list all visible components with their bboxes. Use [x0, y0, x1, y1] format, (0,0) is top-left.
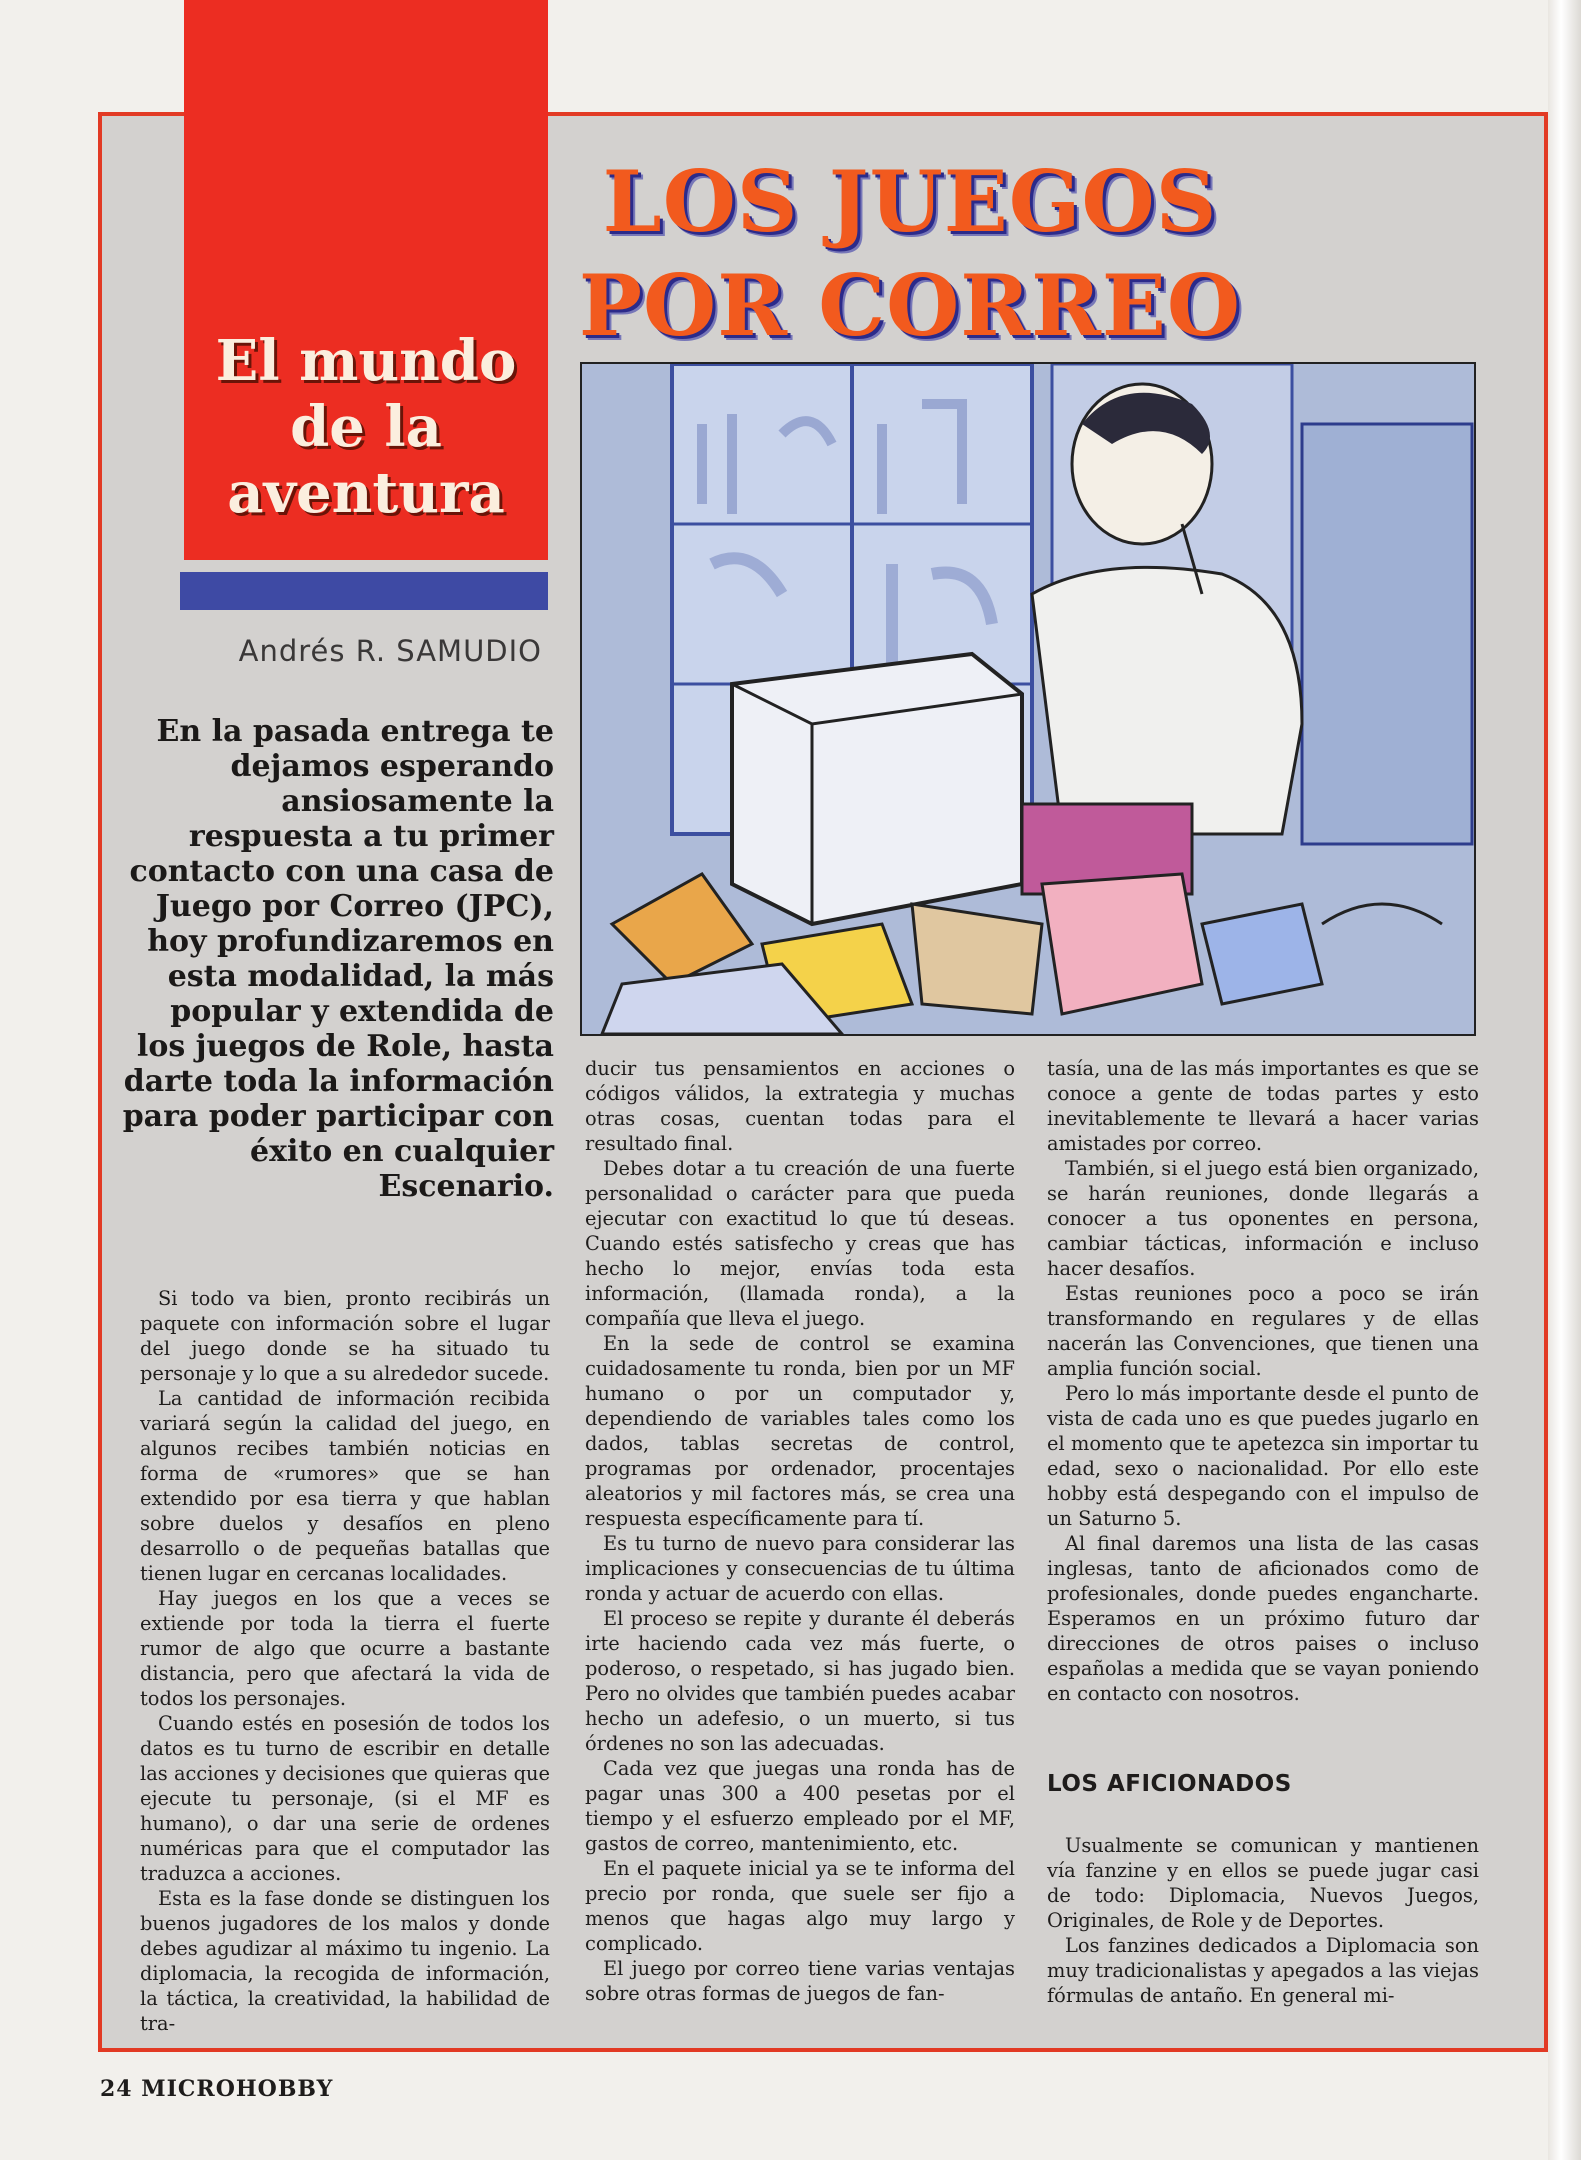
- illustration: [580, 362, 1476, 1036]
- intro-paragraph: En la pasada entrega te dejamos esperando ansiosamente la respuesta a tu primer contacto con una casa de Juego por Correo (JPC), hoy profundizaremos en esta modalidad, la más popular y extendida de los juegos de Role, hasta darte toda la información para poder participar con éxito en cualquier Escenario.: [122, 714, 554, 1204]
- section-title: El mundo de la aventura: [215, 328, 517, 526]
- paragraph: Debes dotar a tu creación de una fuerte personalidad o carácter para que pueda ejecutar con exactitud lo que tú deseas. Cuando estés satisfecho y creas que has hecho lo mejor, envías toda esta información, (llamada ronda), a la compañía que lleva el juego.: [585, 1157, 1015, 1330]
- paragraph: Cuando estés en posesión de todos los datos es tu turno de escribir en detalle las acciones y decisiones que quieras que ejecute tu personaje, (si el MF es humano), o dar una serie de ordenes numéricas para que el computador las traduzca a acciones.: [140, 1712, 550, 1885]
- paragraph: Hay juegos en los que a veces se extiende por toda la tierra el fuerte rumor de algo que ocurre a bastante distancia, pero que afectará la vida de todos los personajes.: [140, 1587, 550, 1710]
- paragraph: Al final daremos una lista de las casas inglesas, tanto de aficionados como de profesionales, donde puedes engancharte. Esperamos en un próximo futuro dar direcciones de otros paises o incluso españolas a medida que se vayan poniendo en contacto con nosotros.: [1047, 1532, 1479, 1705]
- paragraph: Es tu turno de nuevo para considerar las implicaciones y consecuencias de tu última ronda y actuar de acuerdo con ellas.: [585, 1532, 1015, 1605]
- text-column-3: [1047, 1056, 1479, 2008]
- page-edge: [1548, 0, 1581, 2160]
- text-column-1: [140, 1286, 550, 2036]
- paragraph: Cada vez que juegas una ronda has de pagar unas 300 a 400 pesetas por el tiempo y el esfuerzo empleado por el MF, gastos de correo, mantenimiento, etc.: [585, 1757, 1015, 1855]
- paragraph: tasía, una de las más importantes es que se conoce a gente de todas partes y esto inevitablemente te llevará a hacer varias amistades por correo.: [1047, 1057, 1479, 1155]
- paragraph: En el paquete inicial ya se te informa del precio por ronda, que suele ser fijo a menos que hagas algo muy largo y complicado.: [585, 1857, 1015, 1955]
- main-title: [560, 150, 1260, 358]
- section-header-box: [184, 0, 548, 560]
- paragraph: También, si el juego está bien organizado, se harán reuniones, donde llegarás a conocer a tus oponentes en persona, cambiar tácticas, información e incluso hacer desafíos.: [1047, 1157, 1479, 1280]
- text-column-2: [585, 1056, 1015, 2006]
- main-title-line2: POR CORREO: [578, 256, 1242, 355]
- paragraph: Esta es la fase donde se distinguen los buenos jugadores de los malos y donde debes agudizar al máximo tu ingenio. La diplomacia, la recogida de información, la táctica, la creatividad, la habilidad de tra-: [140, 1887, 550, 2035]
- paragraph: Estas reuniones poco a poco se irán transformando en regulares y de ellas nacerán las Convenciones, que tienen una amplia función social.: [1047, 1282, 1479, 1380]
- paragraph: Usualmente se comunican y mantienen vía fanzine y en ellos se puede jugar casi de todo: Diplomacia, Nuevos Juegos, Originales, de Role y de Deportes.: [1047, 1834, 1479, 1932]
- section-heading: LOS AFICIONADOS: [1047, 1771, 1292, 1797]
- paragraph: Los fanzines dedicados a Diplomacia son muy tradicionalistas y apegados a las viejas fórmulas de antaño. En general mi-: [1047, 1934, 1479, 2007]
- paragraph: El juego por correo tiene varias ventajas sobre otras formas de juegos de fan-: [585, 1957, 1015, 2005]
- paragraph: En la sede de control se examina cuidadosamente tu ronda, bien por un MF humano o por un computador y, dependiendo de variables tales como los dados, tablas secretas de control, programas por ordenador, procentajes aleatorios y mil factores más, se crea una respuesta específicamente para tí.: [585, 1332, 1015, 1530]
- author-byline: Andrés R. SAMUDIO: [238, 634, 542, 668]
- page-footer: 24 MICROHOBBY: [100, 2076, 334, 2102]
- paragraph: ducir tus pensamientos en acciones o códigos válidos, la extrategia y muchas otras cosas, cuentan todas para el resultado final.: [585, 1057, 1015, 1155]
- illustration-drawing: [582, 364, 1474, 1034]
- paragraph: Pero lo más importante desde el punto de vista de cada uno es que puedes jugarlo en el momento que te apetezca sin importar tu edad, sexo o nacionalidad. Por ello este hobby está despegando con el impulso de un Saturno 5.: [1047, 1382, 1479, 1530]
- blue-divider-bar: [180, 572, 548, 610]
- main-title-line1: LOS JUEGOS: [602, 152, 1218, 251]
- paragraph: La cantidad de información recibida variará según la calidad del juego, en algunos recibes también noticias en forma de «rumores» que se han extendido por esa tierra y que hablan sobre duelos y desafíos en pleno desarrollo o de pequeñas batallas que tienen lugar en cercanas localidades.: [140, 1387, 550, 1585]
- paragraph: El proceso se repite y durante él deberás irte haciendo cada vez más fuerte, o poderoso, o respetado, si has jugado bien. Pero no olvides que también puedes acabar hecho un adefesio, o un muerto, si tus órdenes no son las adecuadas.: [585, 1607, 1015, 1755]
- paragraph: Si todo va bien, pronto recibirás un paquete con información sobre el lugar del juego donde se ha situado tu personaje y lo que a su alrededor sucede.: [140, 1287, 550, 1385]
